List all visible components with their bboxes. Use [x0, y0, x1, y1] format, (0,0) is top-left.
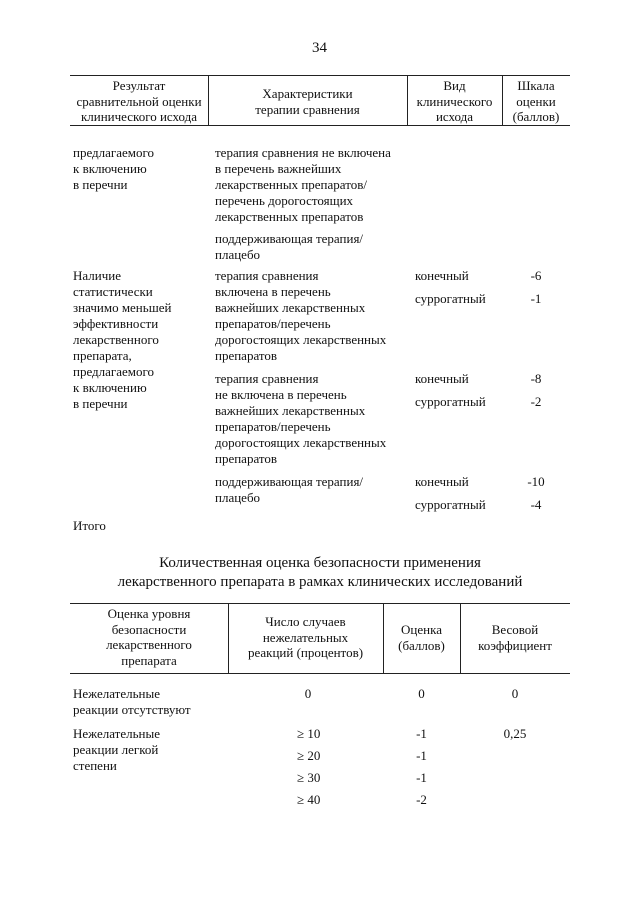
safety-level-cell: Нежелательные реакции легкой степени: [73, 726, 160, 773]
header-cases: Число случаев нежелательных реакций (процентов): [247, 614, 364, 660]
continued-result-text: предлагаемого к включению в перечни: [73, 145, 155, 192]
continued-therapy-text: поддерживающая терапия/ плацебо: [215, 231, 364, 262]
outcome-cell: конечный: [415, 268, 469, 283]
outcome-cell: суррогатный: [415, 497, 486, 512]
group-result-text: Наличие статистически значимо меньшей эффективности лекарственного препарата, предлагаемого к включению в перечни: [73, 268, 172, 411]
safety-level-cell: Нежелательные реакции отсутствуют: [73, 686, 191, 717]
therapy-cell: терапия сравнения не включена в перечень важнейших лекарственных препаратов/перечень дорогостоящих лекарственных препаратов: [215, 371, 387, 466]
weight-cell: 0,25: [503, 726, 527, 741]
header-therapy: Характеристики терапии сравнения: [255, 86, 360, 117]
outcome-cell: суррогатный: [415, 394, 486, 409]
therapy-cell: поддерживающая терапия/ плацебо: [215, 474, 364, 505]
table2-header-border: [70, 673, 570, 674]
score-cell: -2: [530, 394, 542, 409]
score-cell: -8: [530, 371, 542, 386]
cases-cell: ≥ 40: [297, 792, 321, 807]
score-cell: -2: [416, 792, 427, 807]
weight-cell: 0: [511, 686, 519, 701]
cases-cell: ≥ 10: [297, 726, 321, 741]
score-cell: -1: [416, 748, 427, 763]
score-cell: -1: [416, 726, 427, 741]
cases-cell: ≥ 20: [297, 748, 321, 763]
header-outcome: Вид клинического исхода: [416, 78, 493, 124]
table2-top-border: [70, 603, 570, 604]
page-number: 34: [312, 40, 327, 56]
section-title: Количественная оценка безопасности применения лекарственного препарата в рамках клинических исследований: [117, 555, 523, 590]
score-cell: -6: [530, 268, 542, 283]
outcome-cell: суррогатный: [415, 291, 486, 306]
header-score: Оценка (баллов): [398, 622, 445, 653]
header-result: Результат сравнительной оценки клинического исхода: [76, 78, 202, 124]
table1-header-border: [70, 125, 570, 126]
continued-therapy-text: терапия сравнения не включена в перечень важнейших лекарственных препаратов/ перечень дорогостоящих лекарственных препаратов: [215, 145, 391, 224]
score-cell: -4: [530, 497, 542, 512]
outcome-cell: конечный: [415, 371, 469, 386]
score-cell: 0: [418, 686, 425, 701]
score-cell: -1: [530, 291, 542, 306]
therapy-cell: терапия сравнения включена в перечень важнейших лекарственных препаратов/перечень дорогостоящих лекарственных препаратов: [215, 268, 387, 363]
outcome-cell: конечный: [415, 474, 469, 489]
score-cell: -10: [527, 474, 545, 489]
header-scale: Шкала оценки (баллов): [512, 78, 560, 124]
header-weight: Весовой коэффициент: [478, 622, 552, 653]
table1-top-border: [70, 75, 570, 76]
total-label: Итого: [73, 518, 106, 533]
score-cell: -1: [416, 770, 427, 785]
cases-cell: 0: [304, 686, 312, 701]
cases-cell: ≥ 30: [297, 770, 321, 785]
header-safety-level: Оценка уровня безопасности лекарственного препарата: [106, 606, 192, 668]
